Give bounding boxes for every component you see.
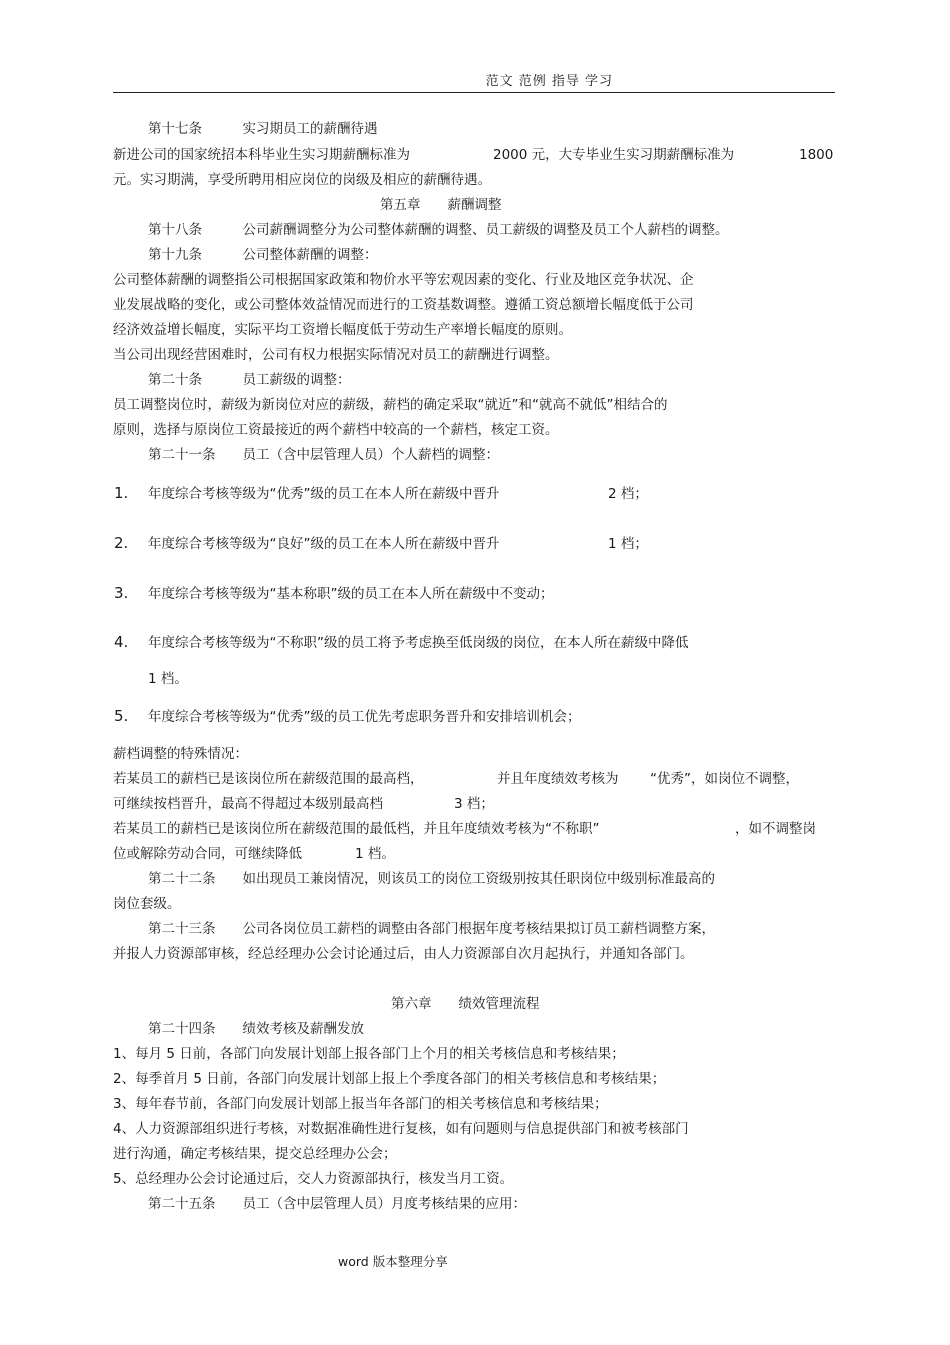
page-footer: word 版本整理分享 [338,1254,448,1269]
article-25-heading: 第二十五条 员工（含中层管理人员）月度考核结果的应用： [148,1196,526,1212]
text-line: 原则，选择与原岗位工资最接近的两个薪档中较高的一个薪档，核定工资。 [113,422,559,438]
text-line: 若某员工的薪档已是该岗位所在薪级范围的最高档， [113,771,424,787]
text-line: 2000 元，大专毕业生实习期薪酬标准为 [493,147,735,163]
text-line: ，如不调整岗 [735,821,816,837]
article-19-heading: 第十九条 公司整体薪酬的调整： [148,247,378,263]
article-22: 第二十二条 如出现员工兼岗情况，则该员工的岗位工资级别按其任职岗位中级别标准最高的 [148,871,715,887]
article-17-heading: 第十七条 实习期员工的薪酬待遇 [148,121,378,137]
text-line: 并且年度绩效考核为 [497,771,619,787]
list-item: 年度综合考核等级为“不称职”级的员工将予考虑换至低岗级的岗位，在本人所在薪级中降低 [148,635,689,651]
article-18: 第十八条 公司薪酬调整分为公司整体薪酬的调整、员工薪级的调整及员工个人薪档的调整。 [148,222,729,238]
text-line: 3 档； [454,796,494,812]
list-item: 年度综合考核等级为“优秀”级的员工优先考虑职务晋升和安排培训机会； [148,709,581,725]
chapter-6-title: 第六章 绩效管理流程 [391,996,540,1012]
text-line: 位或解除劳动合同，可继续降低 [113,846,302,862]
text-line: 2 档； [608,486,648,502]
article-21-heading: 第二十一条 员工（含中层管理人员）个人薪档的调整： [148,447,499,463]
text-line: 元。实习期满，享受所聘用相应岗位的岗级及相应的薪酬待遇。 [113,172,491,188]
text-line: 4、人力资源部组织进行考核，对数据准确性进行复核，如有问题则与信息提供部门和被考核部门 [113,1121,689,1137]
list-number: 1. [114,484,129,502]
text-line: 并报人力资源部审核，经总经理办公会讨论通过后，由人力资源部自次月起执行，并通知各部门。 [113,946,694,962]
list-number: 3. [114,584,129,602]
list-item: 年度综合考核等级为“优秀”级的员工在本人所在薪级中晋升 [148,486,500,502]
list-number: 4. [114,633,129,651]
text-line: 若某员工的薪档已是该岗位所在薪级范围的最低档，并且年度绩效考核为“不称职” [113,821,600,837]
text-line: 经济效益增长幅度，实际平均工资增长幅度低于劳动生产率增长幅度的原则。 [113,322,572,338]
text-line: 岗位套级。 [113,896,181,912]
text-line: 新进公司的国家统招本科毕业生实习期薪酬标准为 [113,147,410,163]
header-text: 范文 范例 指导 学习 [485,74,613,89]
text-line: 1 档； [608,536,648,552]
text-line: 薪档调整的特殊情况： [113,746,248,762]
list-number: 5. [114,707,129,725]
text-line: 公司整体薪酬的调整指公司根据国家政策和物价水平等宏观因素的变化、行业及地区竞争状况、企 [113,272,694,288]
text-line: 1800 [799,147,834,163]
text-line: 可继续按档晋升，最高不得超过本级别最高档 [113,796,383,812]
chapter-5-title: 第五章 薪酬调整 [380,197,502,213]
article-23: 第二十三条 公司各岗位员工薪档的调整由各部门根据年度考核结果拟订员工薪档调整方案， [148,921,715,937]
text-line: 进行沟通，确定考核结果，提交总经理办公会； [113,1146,397,1162]
text-line: 当公司出现经营困难时，公司有权力根据实际情况对员工的薪酬进行调整。 [113,347,559,363]
text-line: 员工调整岗位时，薪级为新岗位对应的薪级，薪档的确定采取“就近”和“就高不就低”相结合的 [113,397,668,413]
article-24-heading: 第二十四条 绩效考核及薪酬发放 [148,1021,364,1037]
text-line: 1 档。 [355,846,395,862]
list-item: 年度综合考核等级为“良好”级的员工在本人所在薪级中晋升 [148,536,500,552]
text-line: 5、总经理办公会讨论通过后，交人力资源部执行，核发当月工资。 [113,1171,514,1187]
text-line: “优秀”，如岗位不调整， [650,771,799,787]
article-20-heading: 第二十条 员工薪级的调整： [148,372,351,388]
text-line: 业发展战略的变化，或公司整体效益情况而进行的工资基数调整。遵循工资总额增长幅度低于公司 [113,297,694,313]
page-header [113,70,835,93]
list-item: 年度综合考核等级为“基本称职”级的员工在本人所在薪级中不变动； [148,586,554,602]
list-number: 2. [114,534,129,552]
text-line: 3、每年春节前，各部门向发展计划部上报当年各部门的相关考核信息和考核结果； [113,1096,608,1112]
text-line: 1 档。 [148,671,188,687]
text-line: 1、每月 5 日前，各部门向发展计划部上报各部门上个月的相关考核信息和考核结果； [113,1046,625,1062]
text-line: 2、每季首月 5 日前，各部门向发展计划部上报上个季度各部门的相关考核信息和考核结果； [113,1071,666,1087]
